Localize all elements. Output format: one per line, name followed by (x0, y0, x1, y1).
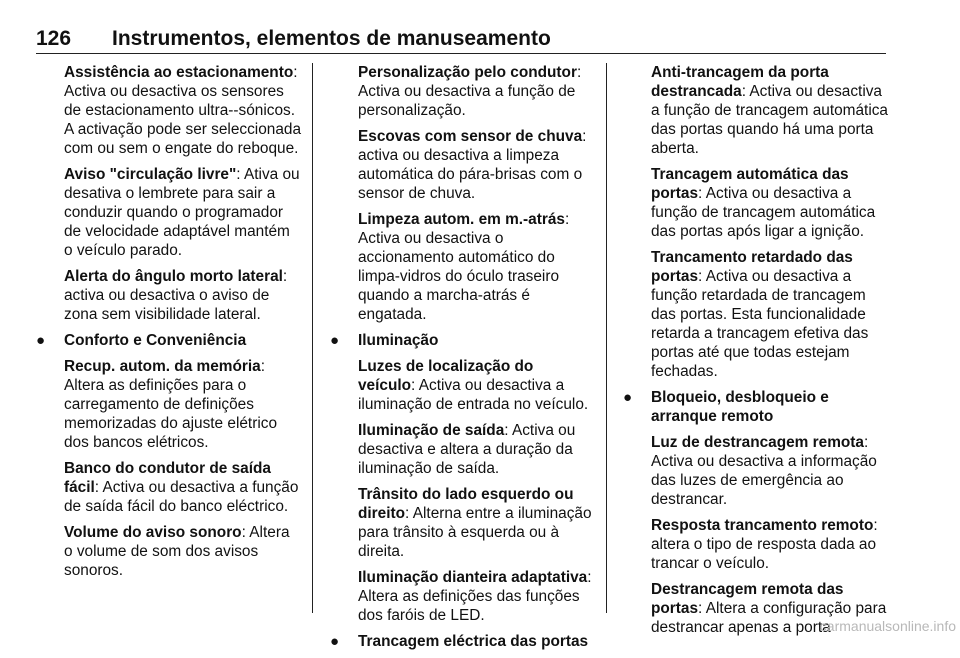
setting-description: : Altera as definições das funções dos faróis de LED. (358, 569, 592, 624)
setting-description: : Altera a configuração para destrancar apenas a porta (651, 600, 887, 636)
setting-description: : Ativa ou desativa o lembrete para sair a conduzir quando o programador de velocidade adaptável mantém o veículo parado. (64, 166, 300, 259)
setting-entry (64, 523, 302, 580)
setting-entry (64, 459, 302, 516)
setting-description: : Altera o volume de som dos avisos sonoros. (64, 524, 290, 579)
bullet-icon: ● (330, 633, 340, 650)
section-bullet (36, 331, 302, 350)
setting-term: Luz de destrancagem remota (651, 434, 864, 451)
setting-entry (651, 165, 891, 241)
section-heading: Conforto e Conveniência (64, 332, 247, 349)
setting-description: : altera o tipo de resposta dada ao trancar o veículo. (651, 517, 878, 572)
setting-term: Resposta trancamento remoto (651, 517, 874, 534)
setting-term: Alerta do ângulo morto lateral (64, 268, 283, 285)
text-column-3 (623, 63, 891, 644)
setting-description: : Activa ou desactiva a função retardada de trancagem das portas. Esta funcionalidade retarda a trancagem efetiva das portas até que todas estejam fechadas. (651, 268, 869, 380)
section-heading: Bloqueio, desbloqueio e arranque remoto (651, 389, 829, 425)
setting-term: Iluminação dianteira adaptativa (358, 569, 588, 586)
setting-term: Escovas com sensor de chuva (358, 128, 583, 145)
column-divider-1 (312, 63, 313, 613)
setting-term: Volume do aviso sonoro (64, 524, 242, 541)
setting-entry (358, 485, 594, 561)
setting-description: : Activa ou desactiva o accionamento automático do limpa-vidros do óculo traseiro quando a marcha-atrás é engatada. (358, 211, 570, 323)
setting-description: : Altera as definições para o carregamento de definições memorizadas do ajuste elétrico dos bancos elétricos. (64, 358, 278, 451)
bullet-icon: ● (330, 332, 340, 349)
setting-description: : activa ou desactiva o aviso de zona sem visibilidade lateral. (64, 268, 288, 323)
setting-entry (651, 63, 891, 158)
setting-description: : activa ou desactiva a limpeza automática do pára-brisas com o sensor de chuva. (358, 128, 587, 202)
setting-entry (358, 357, 594, 414)
watermark: carmanualsonline.info (819, 618, 956, 634)
setting-entry (651, 433, 891, 509)
setting-entry (358, 568, 594, 625)
setting-term: Assistência ao estacionamento (64, 64, 294, 81)
setting-description: : Activa ou desactiva a iluminação de entrada no veículo. (358, 377, 589, 413)
setting-description: : Activa ou desactiva a função de saída fácil do banco eléctrico. (64, 479, 299, 515)
setting-term: Recup. autom. da memória (64, 358, 261, 375)
header-divider (36, 53, 886, 54)
setting-entry (651, 248, 891, 381)
setting-entry (358, 421, 594, 478)
text-column-2 (330, 63, 594, 658)
setting-term: Anti-trancagem da porta destrancada (651, 64, 829, 100)
bullet-icon: ● (623, 389, 633, 406)
setting-entry (358, 210, 594, 324)
section-heading: Iluminação (358, 332, 439, 349)
setting-term: Destrancagem remota das portas (651, 581, 844, 617)
setting-description: : Activa ou desactiva os sensores de estacionamento ultra--sónicos. A activação pode ser seleccionada com ou sem o engate do reboque. (64, 64, 301, 157)
setting-description: : Activa ou desactiva e altera a duração da iluminação de saída. (358, 422, 576, 477)
section-heading: Trancagem eléctrica das portas (358, 633, 589, 650)
setting-entry (358, 127, 594, 203)
column-divider-2 (606, 63, 607, 613)
setting-description: : Activa ou desactiva a função de trancagem automática das portas após ligar a ignição. (651, 185, 876, 240)
setting-term: Luzes de localização do veículo (358, 358, 534, 394)
setting-term: Banco do condutor de saída fácil (64, 460, 271, 496)
setting-description: : Activa ou desactiva a informação das luzes de emergência ao destrancar. (651, 434, 877, 508)
setting-entry (358, 63, 594, 120)
setting-entry (64, 267, 302, 324)
setting-description: : Alterna entre a iluminação para trânsito à esquerda ou à direita. (358, 505, 592, 560)
page-title: Instrumentos, elementos de manuseamento (112, 27, 551, 50)
setting-description: : Activa ou desactiva a função de trancagem automática das portas quando há uma porta aberta. (651, 83, 888, 157)
setting-term: Trancamento retardado das portas (651, 249, 853, 285)
setting-term: Personalização pelo condutor (358, 64, 577, 81)
setting-term: Trancagem automática das portas (651, 166, 849, 202)
page-header (0, 0, 960, 54)
section-bullet (623, 388, 891, 426)
setting-term: Trânsito do lado esquerdo ou direito (358, 486, 574, 522)
setting-entry (64, 165, 302, 260)
section-bullet (330, 331, 594, 350)
setting-entry (64, 63, 302, 158)
bullet-icon: ● (36, 332, 46, 349)
setting-entry (64, 357, 302, 452)
setting-term: Aviso "circulação livre" (64, 166, 237, 183)
text-column-1 (36, 63, 302, 587)
setting-term: Iluminação de saída (358, 422, 505, 439)
setting-term: Limpeza autom. em m.-atrás (358, 211, 565, 228)
setting-entry (651, 516, 891, 573)
page-number: 126 (36, 27, 72, 50)
setting-description: : Activa ou desactiva a função de personalização. (358, 64, 582, 119)
